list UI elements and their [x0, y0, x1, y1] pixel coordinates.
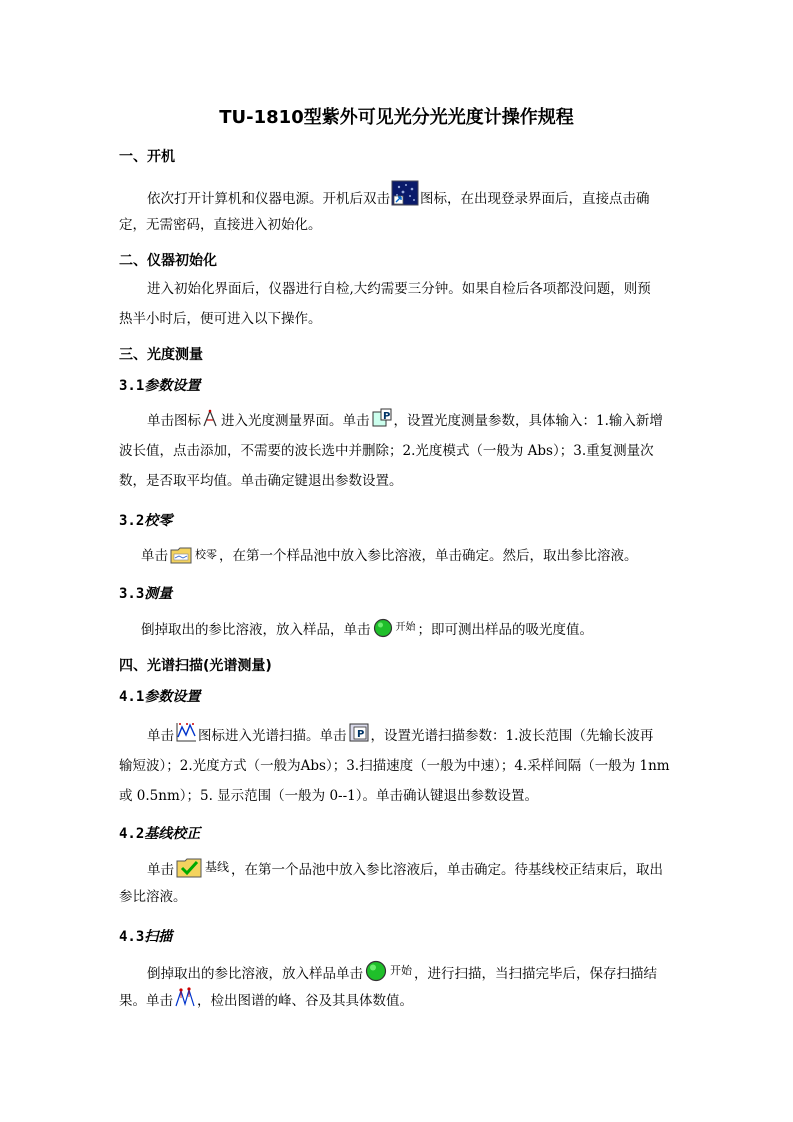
paragraph-4-3: [119, 956, 675, 1016]
text: 进入光度测量界面。单击: [221, 413, 370, 429]
subheading-4-2: 4.2基线校正: [119, 826, 201, 842]
text: 定，无需密码，直接进入初始化。: [119, 217, 322, 233]
heading-initialization: 二、仪器初始化: [119, 253, 217, 269]
text: 单击图标: [147, 413, 201, 429]
text: 输短波）；2.光度方式（一般为Abs）；3.扫描速度（一般为中速）；4.采样间隔（一般为 1nm: [119, 758, 670, 774]
software-shortcut-icon[interactable]: [391, 180, 419, 217]
text: 数，是否取平均值。单击确定键退出参数设置。: [119, 473, 403, 489]
subheading-3-3: 3.3测量: [119, 586, 173, 602]
zero-button[interactable]: 校零: [170, 540, 217, 570]
baseline-button[interactable]: 基线: [176, 852, 229, 882]
text: 倒掉取出的参比溶液，放入样品单击: [147, 966, 363, 982]
parameter-settings-icon[interactable]: [371, 406, 393, 439]
text: ，进行扫描，当扫描完毕后，保存扫描结: [414, 966, 657, 982]
spectrum-scan-icon[interactable]: [175, 721, 197, 754]
text: 依次打开计算机和仪器电源。开机后双击: [147, 191, 390, 207]
text: ，设置光度测量参数，具体输入：1.输入新增: [393, 413, 663, 429]
text: 倒掉取出的参比溶液，放入样品，单击: [141, 622, 371, 638]
paragraph-4-2: [119, 852, 675, 912]
text: 单击: [147, 862, 174, 878]
text: 波长值，点击添加，不需要的波长选中并删除；2.光度模式（一般为 Abs）；3.重复测量次: [119, 443, 654, 459]
text: ，在第一个样品池中放入参比溶液，单击确定。然后，取出参比溶液。: [219, 548, 638, 564]
subheading-4-3: 4.3扫描: [119, 929, 173, 945]
text: 果。单击: [119, 993, 173, 1009]
text: 参比溶液。: [119, 889, 187, 905]
page-title: TU-1810型紫外可见光分光光度计操作规程: [219, 107, 574, 128]
text: 单击: [147, 728, 174, 744]
text: 图标进入光谱扫描。单击: [198, 728, 347, 744]
paragraph-3-2: [119, 540, 675, 570]
subheading-3-2: 3.2校零: [119, 513, 173, 529]
paragraph-3-1: [119, 406, 675, 496]
heading-power-on: 一、开机: [119, 149, 175, 165]
svg-text:P: P: [382, 411, 390, 422]
paragraph-4-1: [119, 721, 675, 811]
text: ，检出图谱的峰、谷及其具体数值。: [197, 993, 413, 1009]
paragraph-power-on: [119, 180, 675, 240]
paragraph-3-3: [119, 613, 675, 643]
subheading-3-1: 3.1参数设置: [119, 378, 201, 394]
text: 或 0.5nm）；5. 显示范围（一般为 0--1）。单击确认键退出参数设置。: [119, 788, 539, 804]
text: ；即可测出样品的吸光度值。: [417, 622, 593, 638]
heading-spectrum-scan: 四、光谱扫描(光谱测量): [119, 658, 272, 674]
heading-photometric-measurement: 三、光度测量: [119, 347, 203, 363]
text: 图标，在出现登录界面后，直接点击确: [420, 191, 650, 207]
text: ，在第一个品池中放入参比溶液后，单击确定。待基线校正结束后，取出: [231, 862, 664, 878]
start-button[interactable]: 开始: [373, 613, 416, 643]
text: 热半小时后，便可进入以下操作。: [119, 311, 322, 327]
text: 进入初始化界面后，仪器进行自检,大约需要三分钟。如果自检后各项都没问题，则预: [147, 281, 651, 297]
scan-start-button[interactable]: 开始: [365, 956, 412, 986]
peak-pick-icon[interactable]: [174, 986, 196, 1019]
svg-text:P: P: [356, 729, 364, 740]
text: 单击: [141, 548, 168, 564]
subheading-4-1: 4.1参数设置: [119, 689, 201, 705]
photometric-mode-icon[interactable]: [202, 408, 220, 439]
paragraph-initialization: [119, 274, 675, 334]
scan-parameter-settings-icon[interactable]: [348, 721, 370, 754]
text: ，设置光谱扫描参数：1.波长范围（先输长波再: [370, 728, 654, 744]
